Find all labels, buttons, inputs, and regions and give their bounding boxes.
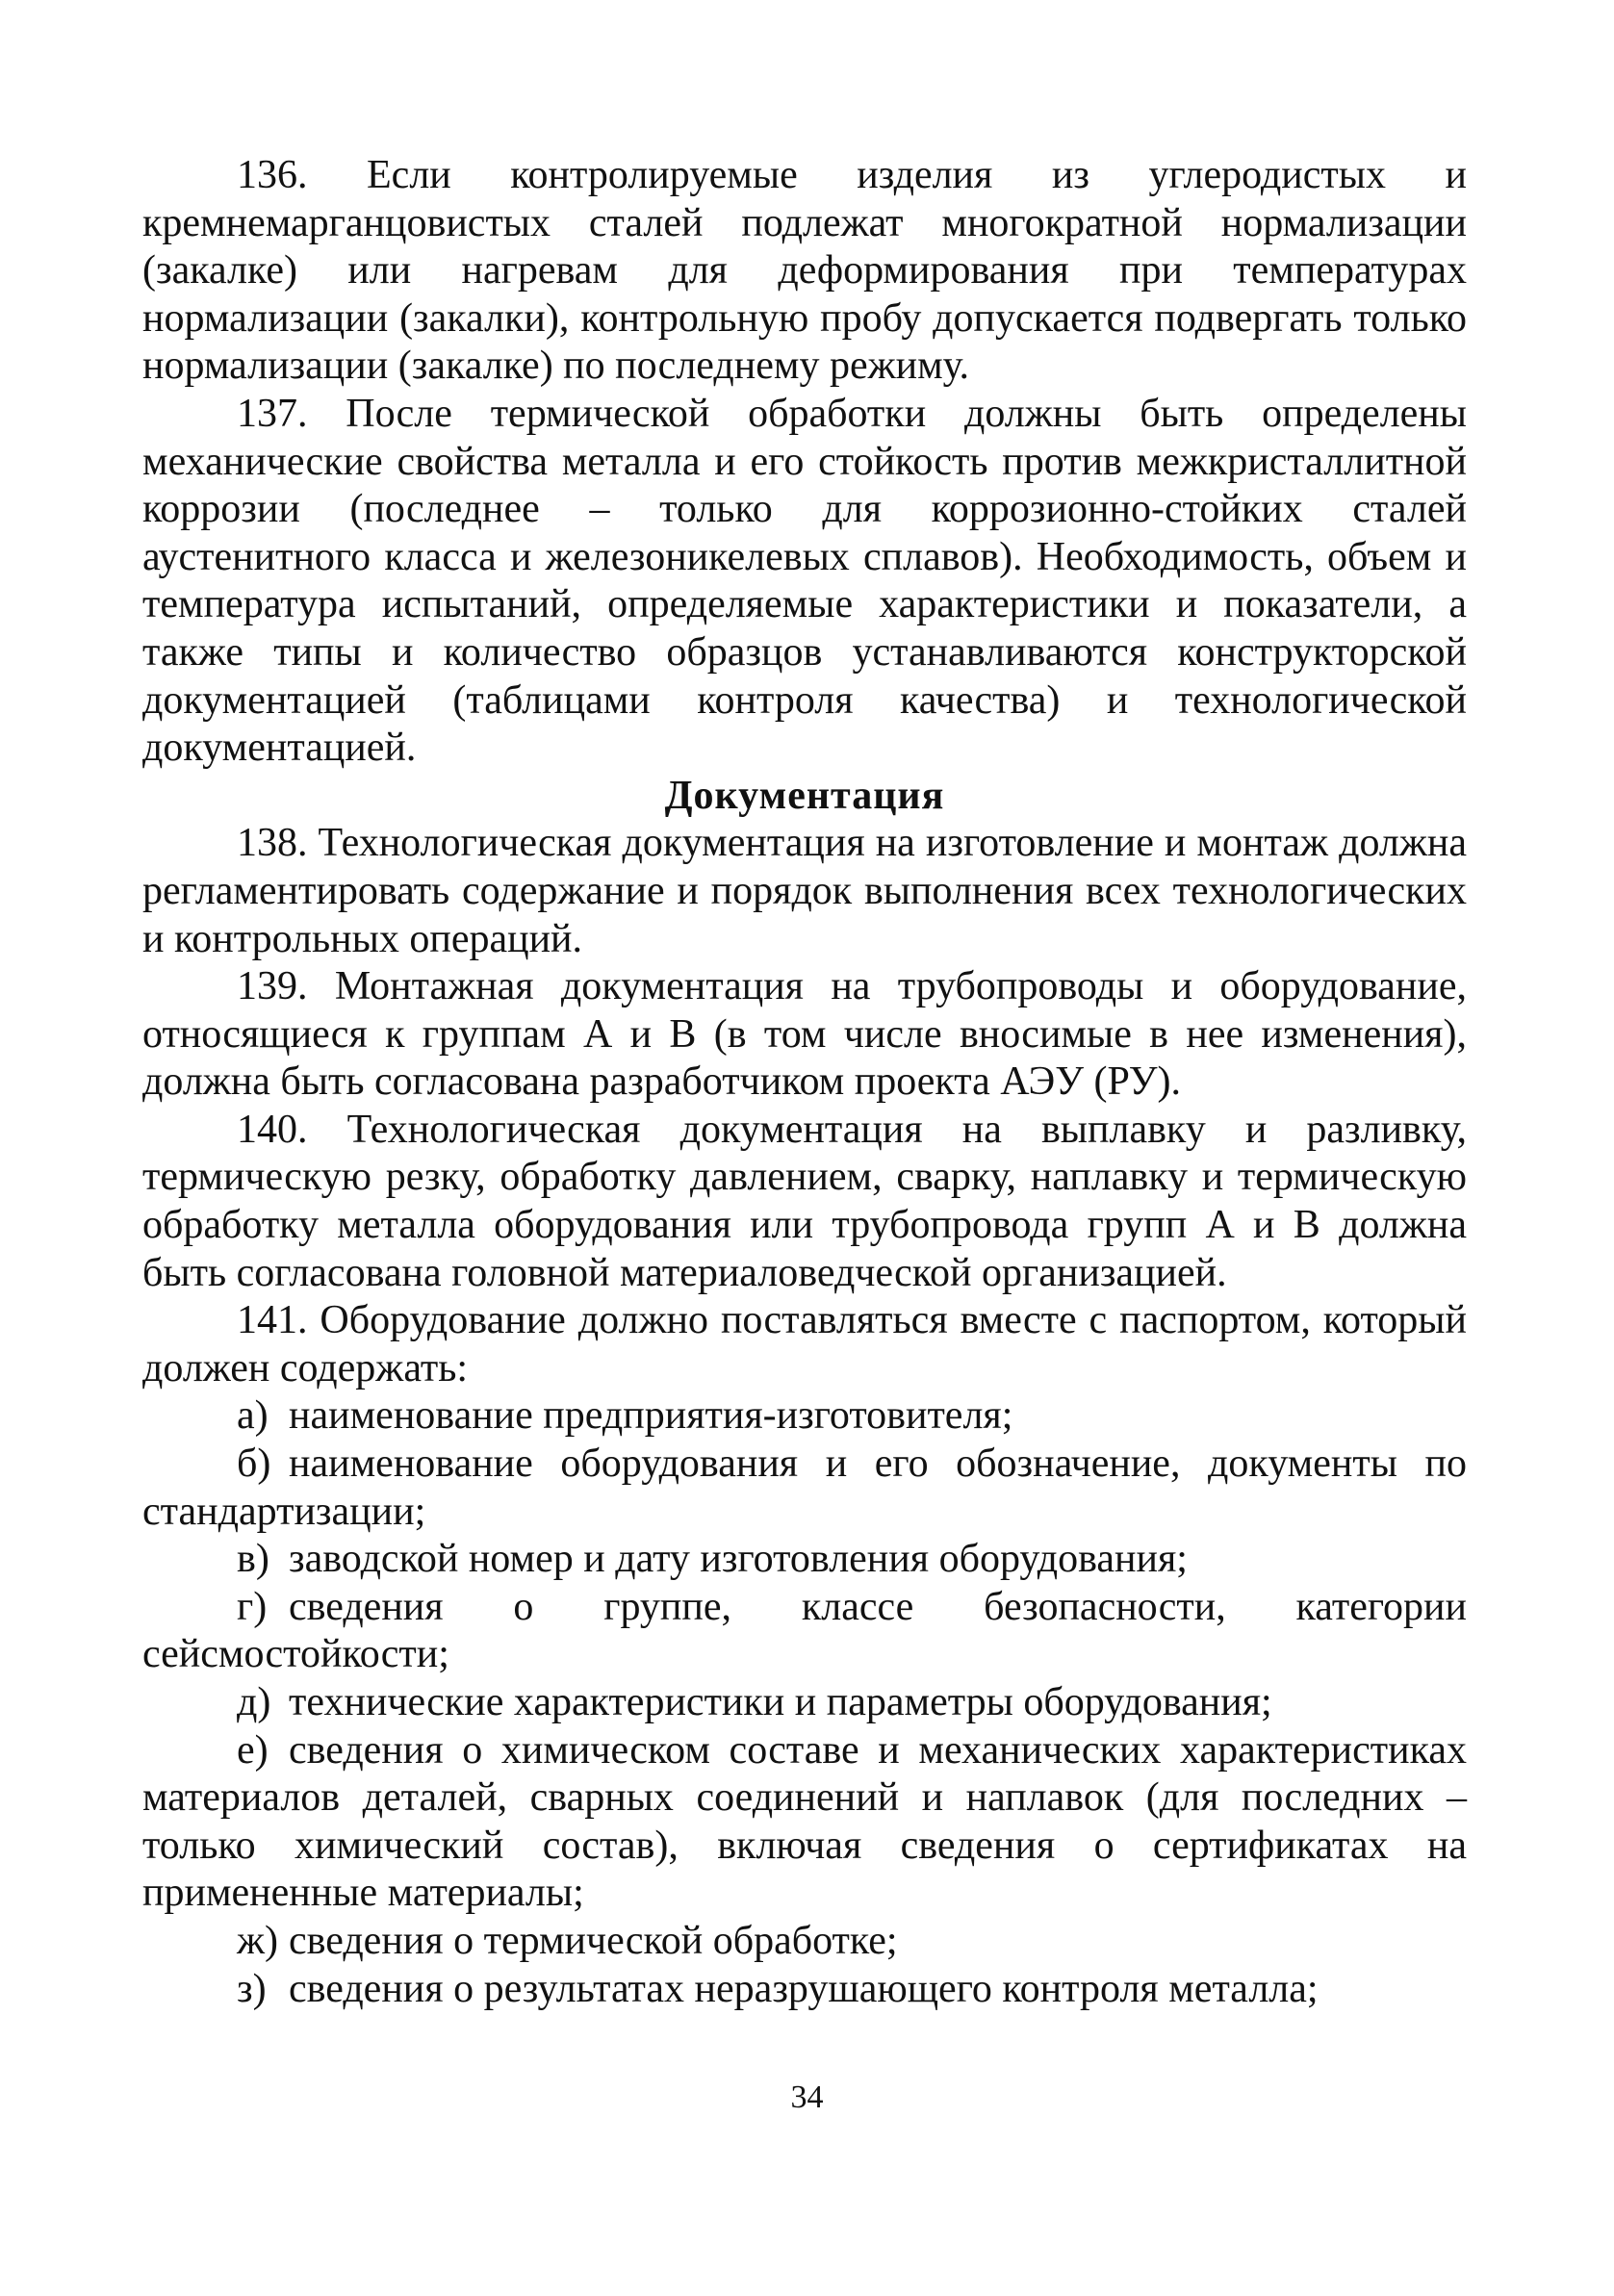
list-item-text: технические характеристики и параметры оборудования; — [289, 1680, 1272, 1724]
list-marker: з) — [237, 1966, 267, 2011]
list-marker: д) — [237, 1680, 271, 1724]
list-item-e — [142, 1727, 1467, 1918]
list-item-text: сведения о термической обработке; — [289, 1918, 898, 1963]
list-item-zh — [142, 1918, 1467, 1966]
page-content — [142, 152, 1467, 2013]
list-item-text: сведения о группе, классе безопасности, категории сейсмостойкости; — [142, 1584, 1467, 1677]
list-item-text: сведения о результатах неразрушающего контроля металла; — [289, 1966, 1319, 2011]
list-item-d — [142, 1679, 1467, 1727]
list-marker: б) — [237, 1441, 271, 1487]
paragraph-139: 139. Монтажная документация на трубопроводы и оборудование, относящиеся к группам А и В (в том числе вносимые в нее изменения), должна быть согласована разработчиком проекта АЭУ (РУ). — [142, 964, 1467, 1105]
paragraph-138: 138. Технологическая документация на изготовление и монтаж должна регламентировать содержание и порядок выполнения всех технологических и контрольных операций. — [142, 821, 1467, 961]
list-item-a — [142, 1392, 1467, 1441]
paragraph-141: 141. Оборудование должно поставляться вместе с паспортом, который должен содержать: — [142, 1298, 1467, 1390]
list-marker: е) — [237, 1727, 269, 1773]
list-marker: ж) — [237, 1918, 279, 1963]
list-item-b — [142, 1441, 1467, 1536]
section-title: Документация — [664, 773, 945, 818]
list-item-text: заводской номер и дату изготовления оборудования; — [289, 1537, 1188, 1582]
list-item-g — [142, 1584, 1467, 1679]
list-item-text: наименование предприятия-изготовителя; — [289, 1393, 1013, 1439]
list-marker: в) — [237, 1537, 269, 1582]
list-item-v — [142, 1536, 1467, 1584]
paragraph-137: 137. После термической обработки должны быть определены механические свойства металла и его стойкость против межкристаллитной коррозии (последнее – только для коррозионно-стойких сталей аустенитного класса и железоникелевых сплавов). Необходимость, объем и температура испытаний, определяемые характеристики и показатели, а также типы и количество образцов устанавливаются конструкторской документацией (таблицами контроля качества) и технологической документацией. — [142, 391, 1467, 771]
list-marker: а) — [237, 1393, 269, 1439]
page-number: 34 — [790, 2079, 824, 2115]
list-item-text: наименование оборудования и его обозначение, документы по стандартизации; — [142, 1441, 1467, 1534]
list-marker: г) — [237, 1584, 268, 1629]
paragraph-140: 140. Технологическая документация на выплавку и разливку, термическую резку, обработку давлением, сварку, наплавку и термическую обработку металла оборудования или трубопровода групп А и В должна быть согласована головной материаловедческой организацией. — [142, 1107, 1467, 1295]
list-item-z — [142, 1966, 1467, 2014]
paragraph-136: 136. Если контролируемые изделия из углеродистых и кремнемарганцовистых сталей подлежат многократной нормализации (закалке) или нагревам для деформирования при температурах нормализации (закалки), контрольную пробу допускается подвергать только нормализации (закалке) по последнему режиму. — [142, 153, 1467, 389]
list-item-text: сведения о химическом составе и механических характеристиках материалов деталей, сварных соединений и наплавок (для последних – только химический состав), включая сведения о сертификатах на примененные материалы; — [142, 1727, 1467, 1916]
